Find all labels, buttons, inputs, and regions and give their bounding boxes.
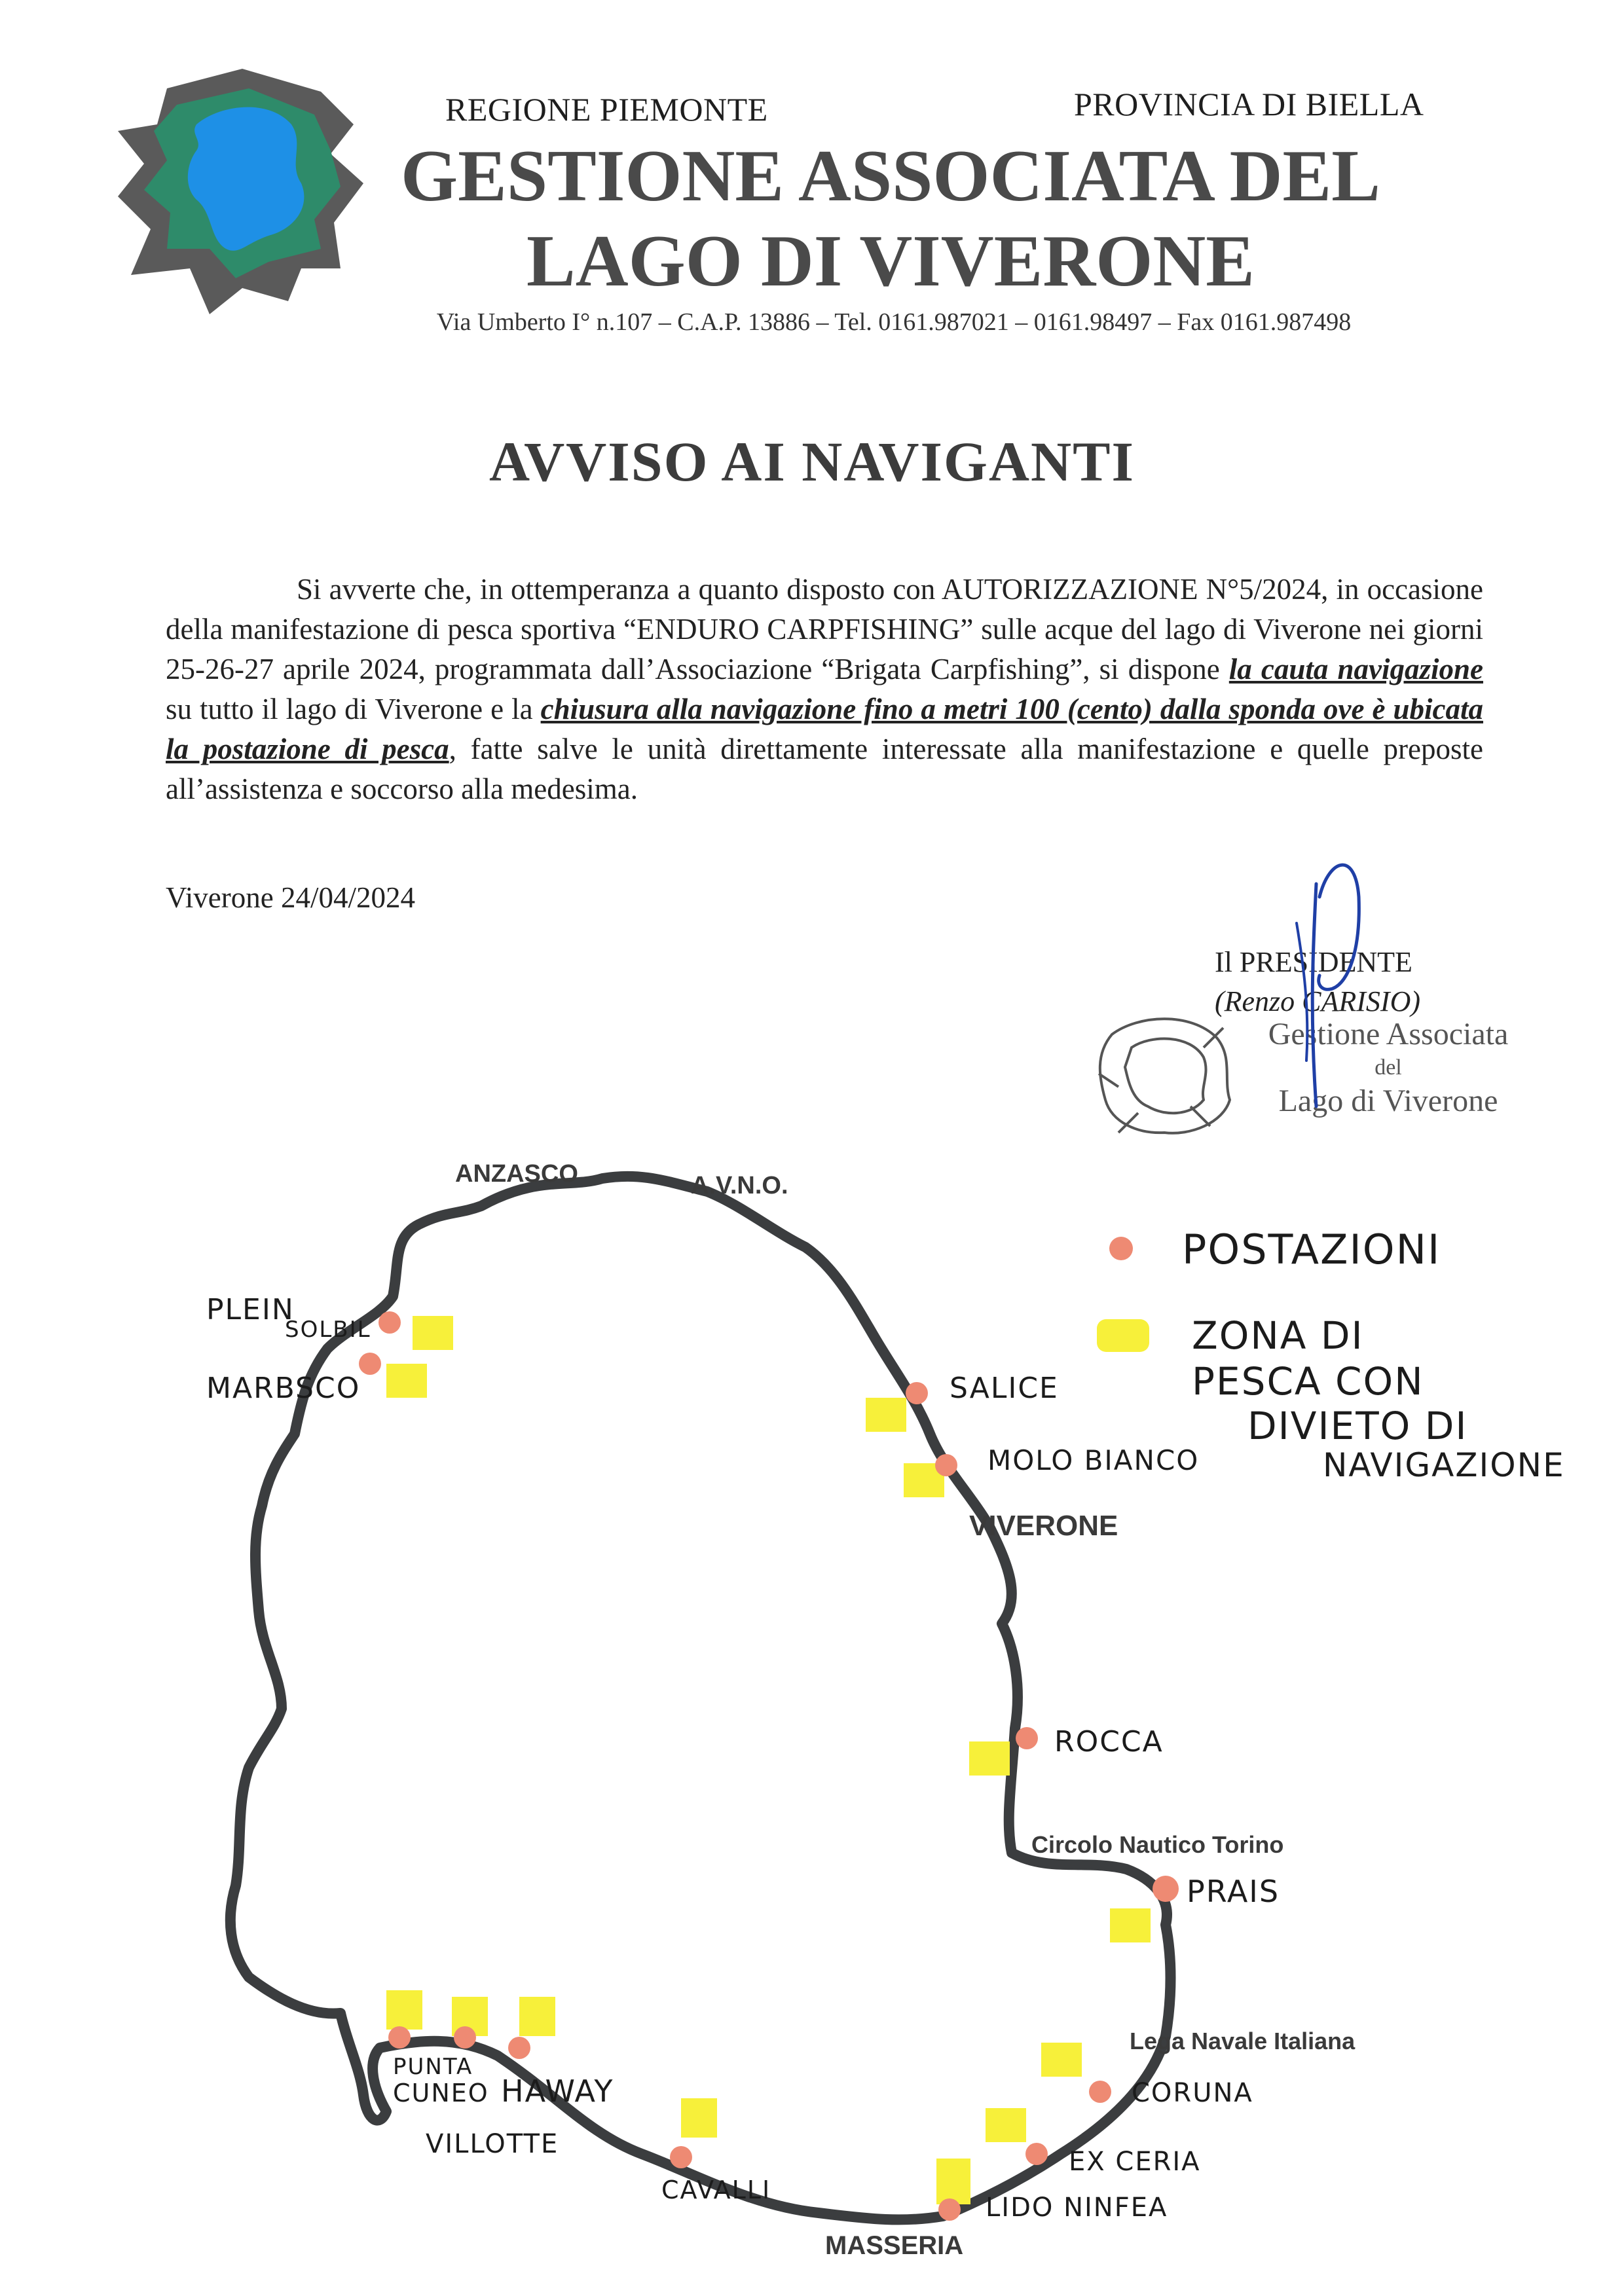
zona-pesca bbox=[986, 2108, 1026, 2142]
region-name: REGIONE PIEMONTE bbox=[445, 91, 768, 128]
postazione-dot bbox=[454, 2026, 476, 2049]
label-haway: HAWAY bbox=[501, 2073, 614, 2109]
label-marbsco: MARBSCO bbox=[206, 1372, 361, 1405]
stamp-line3: Lago di Viverone bbox=[1278, 1084, 1498, 1118]
label-viverone: VIVERONE bbox=[969, 1510, 1118, 1542]
notice-title: AVVISO AI NAVIGANTI bbox=[489, 430, 1135, 493]
lake-shoreline bbox=[231, 1176, 1171, 2220]
notice-text-part2: su tutto il lago di Viverone e la bbox=[166, 693, 541, 725]
label-plein: PLEIN bbox=[206, 1293, 295, 1326]
zona-pesca bbox=[386, 1364, 427, 1398]
label-lega-navale: Lega Navale Italiana bbox=[1130, 2028, 1356, 2054]
zona-pesca bbox=[969, 1741, 1010, 1776]
zona-pesca bbox=[866, 1398, 906, 1432]
notice-paragraph bbox=[166, 570, 1483, 809]
label-avno: A.V.N.O. bbox=[691, 1172, 788, 1199]
organization-name-line2: LAGO DI VIVERONE bbox=[526, 221, 1255, 302]
label-coruna: CORUNA bbox=[1132, 2078, 1253, 2108]
address-line: Via Umberto I° n.107 – C.A.P. 13886 – Tel. 0161.987021 – 0161.98497 – Fax 0161.987498 bbox=[436, 308, 1352, 336]
legend-zona-line3: DIVIETO DI bbox=[1247, 1404, 1468, 1448]
legend-zona-swatch bbox=[1097, 1319, 1149, 1352]
label-cavalli: CAVALLI bbox=[661, 2176, 771, 2204]
postazione-dot bbox=[388, 2026, 411, 2049]
postazione-dot bbox=[906, 1382, 928, 1404]
zona-pesca bbox=[386, 1990, 422, 2030]
label-masseria: MASSERIA bbox=[825, 2231, 964, 2260]
label-anzasco: ANZASCO bbox=[455, 1160, 578, 1188]
signer-name: (Renzo CARISIO) bbox=[1215, 985, 1421, 1017]
postazione-dot bbox=[1153, 1876, 1179, 1902]
postazione-dot bbox=[1025, 2143, 1048, 2165]
province-name: PROVINCIA DI BIELLA bbox=[1074, 86, 1424, 122]
postazione-dot bbox=[1016, 1727, 1038, 1749]
label-cuneo: CUNEO bbox=[393, 2079, 489, 2107]
label-circolo-nautico: Circolo Nautico Torino bbox=[1031, 1831, 1284, 1858]
legend-zona-line2: PESCA CON bbox=[1192, 1359, 1424, 1404]
postazione-dot bbox=[1089, 2081, 1111, 2103]
label-villotte: VILLOTTE bbox=[426, 2129, 559, 2159]
lake-map bbox=[0, 1113, 1624, 2296]
organization-name-line1: GESTIONE ASSOCIATA DEL bbox=[401, 136, 1380, 217]
postazione-dot bbox=[378, 1311, 401, 1334]
postazione-dot bbox=[359, 1353, 381, 1375]
postazione-dot bbox=[935, 1454, 957, 1476]
label-salice: SALICE bbox=[950, 1372, 1059, 1405]
legend-zona-line4: NAVIGAZIONE bbox=[1323, 1446, 1565, 1484]
label-lido-ninfea: LIDO NINFEA bbox=[986, 2193, 1168, 2223]
president-signature bbox=[1283, 845, 1382, 1120]
stamp-line2: del bbox=[1375, 1055, 1402, 1080]
legend-zona-line1: ZONA DI bbox=[1192, 1313, 1364, 1358]
stamp-line1: Gestione Associata bbox=[1268, 1017, 1509, 1051]
label-solbil: SOLBIL bbox=[285, 1317, 371, 1343]
zona-pesca bbox=[413, 1316, 453, 1350]
label-prais: PRAIS bbox=[1187, 1874, 1280, 1909]
label-punta: PUNTA bbox=[393, 2054, 473, 2080]
legend-postazione-swatch bbox=[1109, 1237, 1133, 1260]
place-date: Viverone 24/04/2024 bbox=[166, 881, 415, 914]
signer-title: Il PRESIDENTE bbox=[1215, 946, 1412, 978]
label-molo-bianco: MOLO BIANCO bbox=[987, 1444, 1200, 1476]
postazione-dot bbox=[670, 2146, 692, 2168]
zona-pesca bbox=[1110, 1908, 1151, 1942]
label-ex-ceria: EX CERIA bbox=[1069, 2147, 1201, 2177]
notice-body bbox=[166, 570, 1483, 809]
zona-pesca bbox=[1041, 2043, 1082, 2077]
postazione-dot bbox=[508, 2037, 530, 2059]
postazione-dot bbox=[938, 2198, 961, 2221]
zona-pesca bbox=[681, 2098, 717, 2138]
zona-pesca bbox=[936, 2159, 970, 2204]
notice-text-part3: , fatte salve le unità direttamente interessate alla manifestazione e quelle preposte all’assistenza e soccorso alla medesima. bbox=[166, 733, 1483, 805]
notice-text-part1: Si avverte che, in ottemperanza a quanto disposto con AUTORIZZAZIONE N°5/2024, in occasione della manifestazione di pesca sportiva “ENDURO CARPFISHING” sulle acque del lago di Viverone nei giorni 25-26-27 aprile 2024, programmata dall’Associazione “Brigata Carpfishing”, si dispone bbox=[166, 573, 1483, 685]
label-rocca: ROCCA bbox=[1054, 1725, 1164, 1758]
legend-postazioni: POSTAZIONI bbox=[1182, 1226, 1441, 1273]
notice-emphasis-cauta: la cauta navigazione bbox=[1228, 653, 1483, 685]
notice-emphasis-chiusura: chiusura alla navigazione fino a metri 100 (cento) dalla sponda ove è ubicata la postazione di pesca bbox=[166, 693, 1483, 765]
zona-pesca bbox=[519, 1997, 555, 2036]
